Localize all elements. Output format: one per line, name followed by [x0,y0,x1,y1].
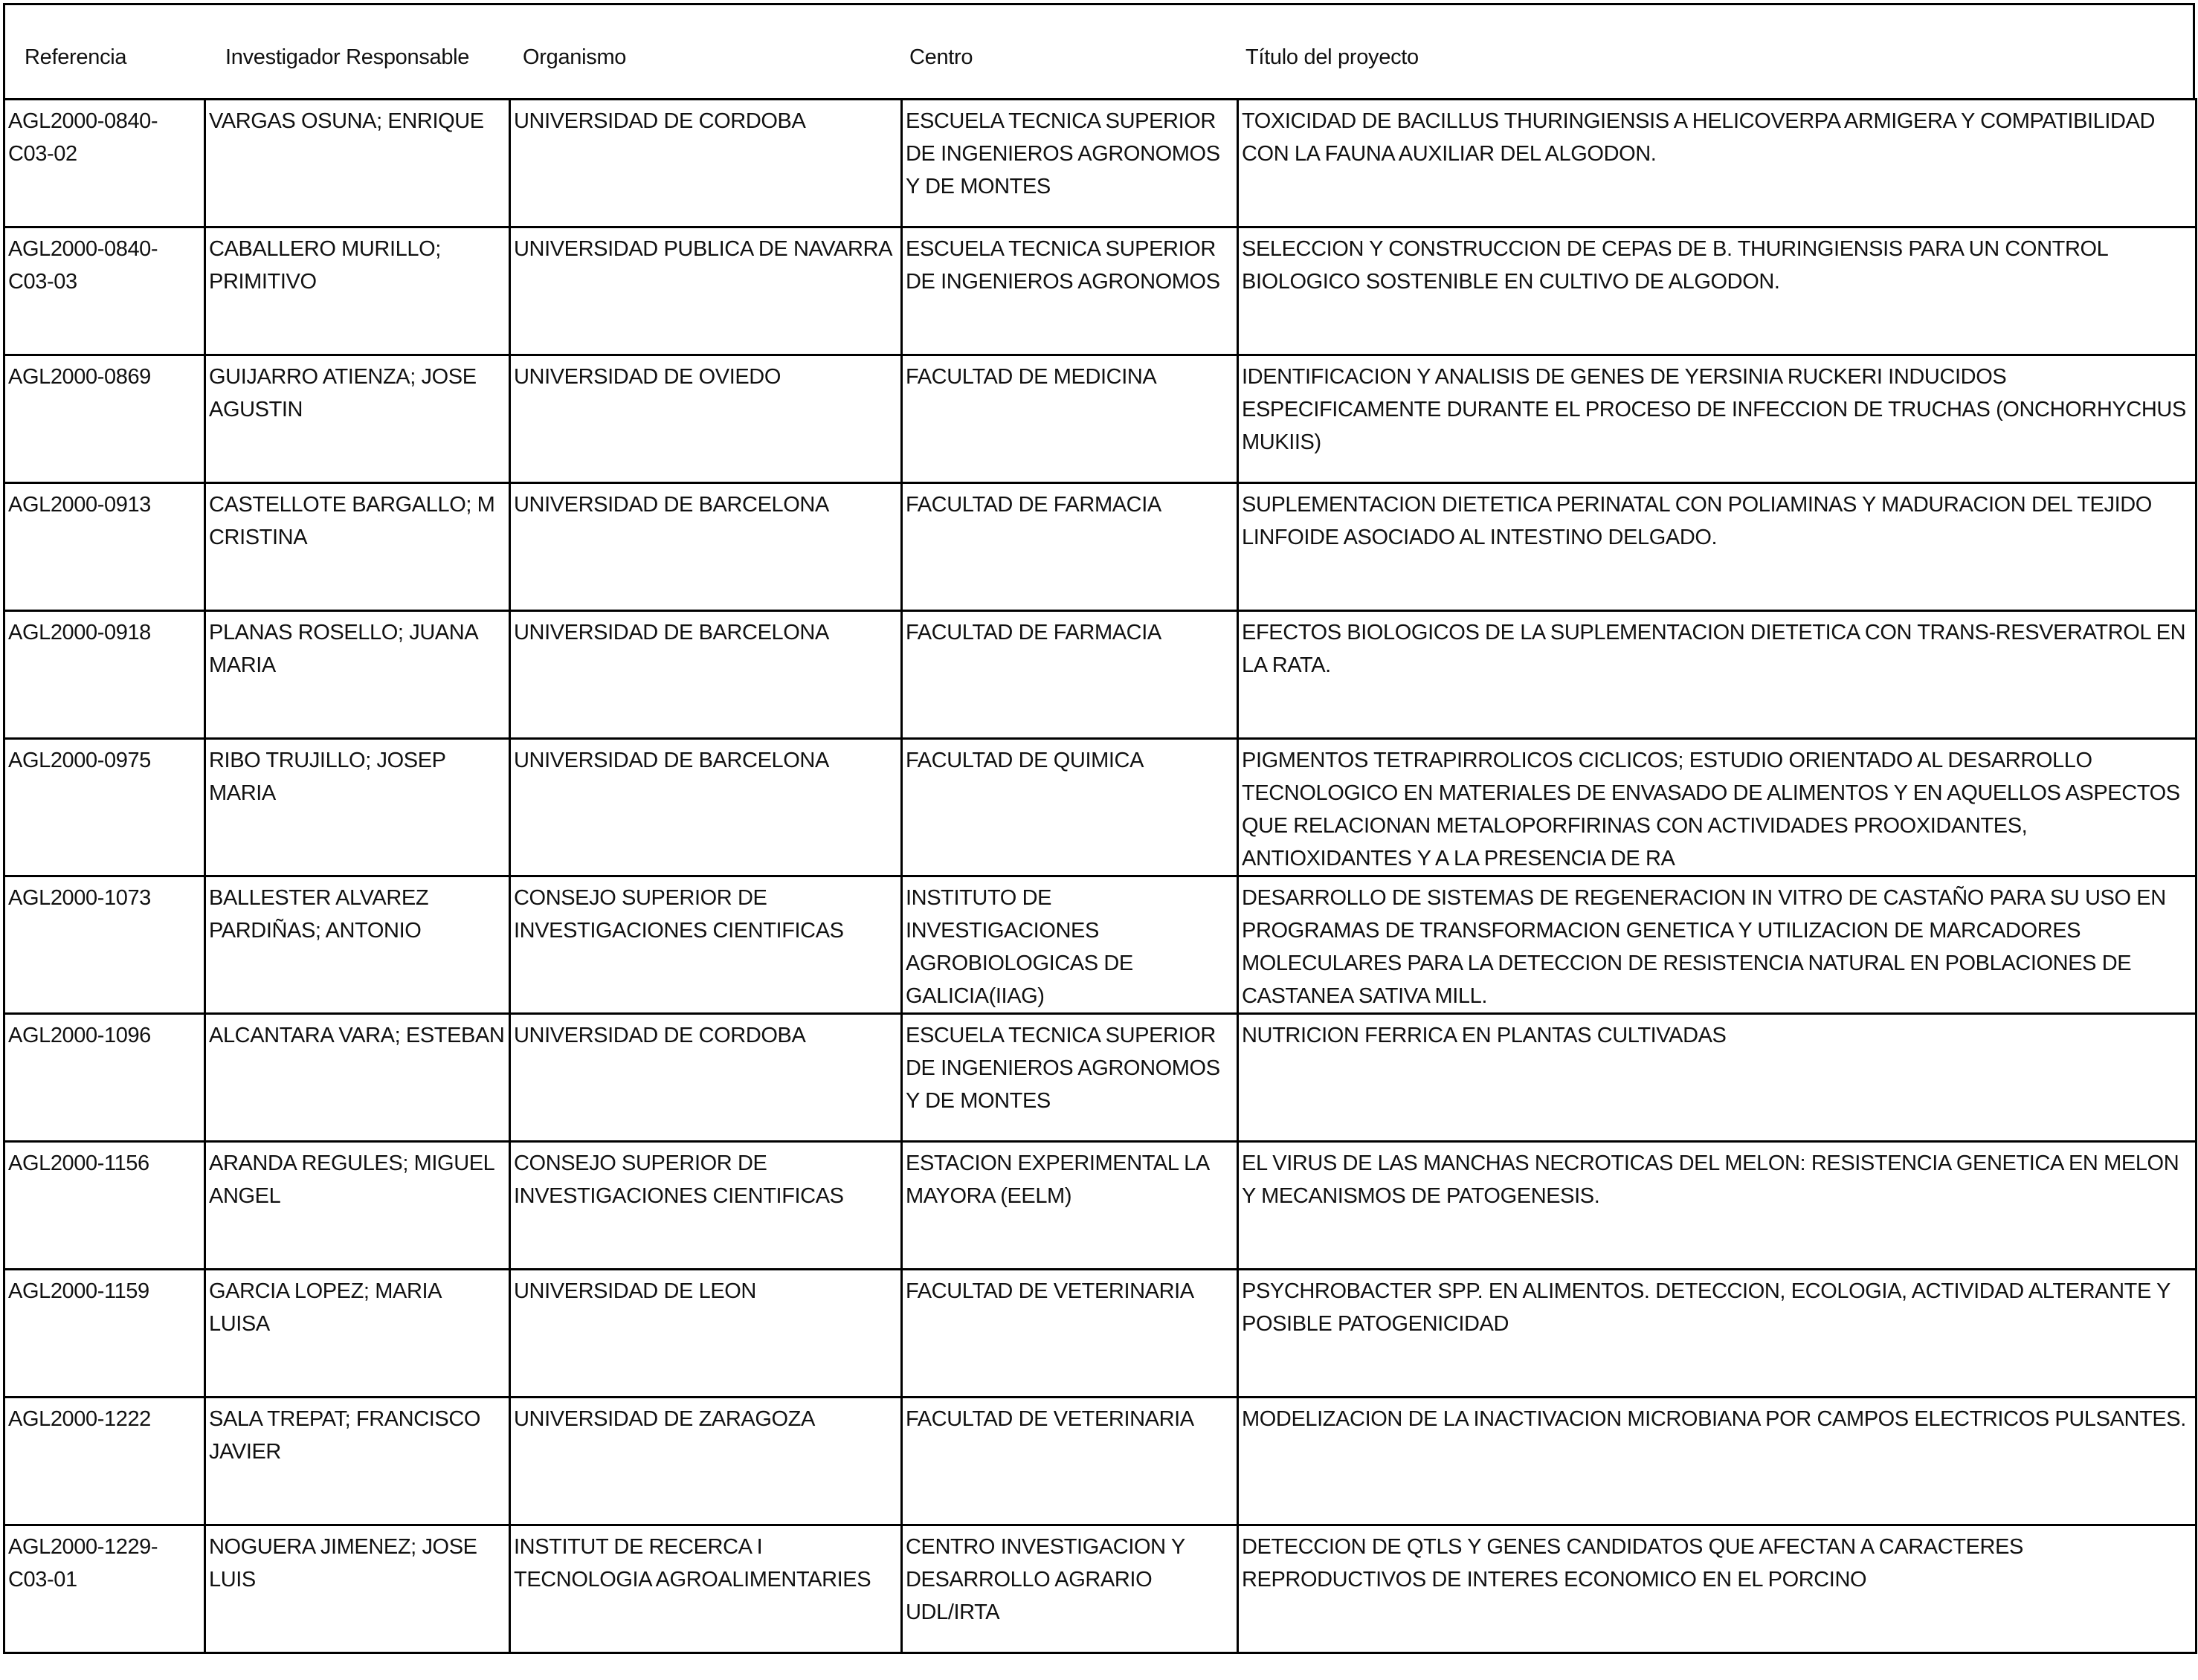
cell-organismo: UNIVERSIDAD DE LEON [510,1270,902,1398]
table-row [4,483,2197,611]
cell-titulo: IDENTIFICACION Y ANALISIS DE GENES DE YERSINIA RUCKERI INDUCIDOS ESPECIFICAMENTE DURANTE EL PROCESO DE INFECCION DE TRUCHAS (ONCHORHYCHUS MUKIIS) [1238,355,2197,483]
cell-organismo: INSTITUT DE RECERCA I TECNOLOGIA AGROALIMENTARIES [510,1525,902,1653]
table-row [4,227,2197,355]
cell-titulo: MODELIZACION DE LA INACTIVACION MICROBIANA POR CAMPOS ELECTRICOS PULSANTES. [1238,1398,2197,1525]
table-row [4,1525,2197,1653]
cell-referencia: AGL2000-0840-C03-03 [4,227,205,355]
cell-referencia: AGL2000-1073 [4,876,205,1014]
cell-referencia: AGL2000-1222 [4,1398,205,1525]
cell-titulo: EFECTOS BIOLOGICOS DE LA SUPLEMENTACION DIETETICA CON TRANS-RESVERATROL EN LA RATA. [1238,611,2197,739]
table-row [4,611,2197,739]
cell-organismo: UNIVERSIDAD DE CORDOBA [510,1014,902,1142]
table-header-row [3,3,2195,98]
cell-organismo: UNIVERSIDAD PUBLICA DE NAVARRA [510,227,902,355]
table-row [4,876,2197,1014]
cell-centro: ESCUELA TECNICA SUPERIOR DE INGENIEROS AGRONOMOS Y DE MONTES [902,1014,1238,1142]
cell-centro: CENTRO INVESTIGACION Y DESARROLLO AGRARIO UDL/IRTA [902,1525,1238,1653]
header-investigador: Investigador Responsable [225,45,470,69]
cell-organismo: CONSEJO SUPERIOR DE INVESTIGACIONES CIENTIFICAS [510,876,902,1014]
header-centro: Centro [909,45,973,69]
cell-investigador: SALA TREPAT; FRANCISCO JAVIER [205,1398,510,1525]
table-row [4,1014,2197,1142]
cell-organismo: CONSEJO SUPERIOR DE INVESTIGACIONES CIENTIFICAS [510,1142,902,1270]
cell-referencia: AGL2000-0913 [4,483,205,611]
cell-organismo: UNIVERSIDAD DE BARCELONA [510,483,902,611]
cell-investigador: PLANAS ROSELLO; JUANA MARIA [205,611,510,739]
cell-centro: FACULTAD DE VETERINARIA [902,1270,1238,1398]
cell-titulo: DESARROLLO DE SISTEMAS DE REGENERACION IN VITRO DE CASTAÑO PARA SU USO EN PROGRAMAS DE TRANSFORMACION GENETICA Y UTILIZACION DE MARCADORES MOLECULARES PARA LA DETECCION DE RESISTENCIA NATURAL EN POBLACIONES DE CASTANEA SATIVA MILL. [1238,876,2197,1014]
table-row [4,1142,2197,1270]
cell-titulo: TOXICIDAD DE BACILLUS THURINGIENSIS A HELICOVERPA ARMIGERA Y COMPATIBILIDAD CON LA FAUNA AUXILIAR DEL ALGODON. [1238,100,2197,227]
cell-titulo: PSYCHROBACTER SPP. EN ALIMENTOS. DETECCION, ECOLOGIA, ACTIVIDAD ALTERANTE Y POSIBLE PATOGENICIDAD [1238,1270,2197,1398]
table-row [4,100,2197,227]
cell-centro: INSTITUTO DE INVESTIGACIONES AGROBIOLOGICAS DE GALICIA(IIAG) [902,876,1238,1014]
cell-titulo: PIGMENTOS TETRAPIRROLICOS CICLICOS; ESTUDIO ORIENTADO AL DESARROLLO TECNOLOGICO EN MATERIALES DE ENVASADO DE ALIMENTOS Y EN AQUELLOS ASPECTOS QUE RELACIONAN METALOPORFIRINAS CON ACTIVIDADES PROOXIDANTES, ANTIOXIDANTES Y A LA PRESENCIA DE RA [1238,739,2197,876]
cell-centro: ESTACION EXPERIMENTAL LA MAYORA (EELM) [902,1142,1238,1270]
cell-investigador: CASTELLOTE BARGALLO; M CRISTINA [205,483,510,611]
cell-referencia: AGL2000-0918 [4,611,205,739]
cell-investigador: RIBO TRUJILLO; JOSEP MARIA [205,739,510,876]
cell-titulo: EL VIRUS DE LAS MANCHAS NECROTICAS DEL MELON: RESISTENCIA GENETICA EN MELON Y MECANISMOS DE PATOGENESIS. [1238,1142,2197,1270]
cell-investigador: BALLESTER ALVAREZ PARDIÑAS; ANTONIO [205,876,510,1014]
cell-organismo: UNIVERSIDAD DE BARCELONA [510,739,902,876]
cell-titulo: SUPLEMENTACION DIETETICA PERINATAL CON POLIAMINAS Y MADURACION DEL TEJIDO LINFOIDE ASOCIADO AL INTESTINO DELGADO. [1238,483,2197,611]
cell-centro: ESCUELA TECNICA SUPERIOR DE INGENIEROS AGRONOMOS Y DE MONTES [902,100,1238,227]
cell-referencia: AGL2000-1156 [4,1142,205,1270]
cell-referencia: AGL2000-0840-C03-02 [4,100,205,227]
cell-referencia: AGL2000-0869 [4,355,205,483]
cell-investigador: GUIJARRO ATIENZA; JOSE AGUSTIN [205,355,510,483]
cell-titulo: NUTRICION FERRICA EN PLANTAS CULTIVADAS [1238,1014,2197,1142]
cell-investigador: ALCANTARA VARA; ESTEBAN [205,1014,510,1142]
cell-investigador: ARANDA REGULES; MIGUEL ANGEL [205,1142,510,1270]
cell-referencia: AGL2000-1159 [4,1270,205,1398]
table-row [4,1398,2197,1525]
cell-investigador: CABALLERO MURILLO; PRIMITIVO [205,227,510,355]
cell-centro: ESCUELA TECNICA SUPERIOR DE INGENIEROS AGRONOMOS [902,227,1238,355]
table-row [4,739,2197,876]
cell-investigador: GARCIA LOPEZ; MARIA LUISA [205,1270,510,1398]
projects-table [3,98,2197,1654]
project-table-sheet [3,3,2195,1654]
cell-centro: FACULTAD DE FARMACIA [902,483,1238,611]
cell-organismo: UNIVERSIDAD DE ZARAGOZA [510,1398,902,1525]
table-row [4,1270,2197,1398]
header-referencia: Referencia [25,45,127,69]
cell-centro: FACULTAD DE VETERINARIA [902,1398,1238,1525]
cell-referencia: AGL2000-1229-C03-01 [4,1525,205,1653]
cell-centro: FACULTAD DE MEDICINA [902,355,1238,483]
cell-titulo: DETECCION DE QTLS Y GENES CANDIDATOS QUE AFECTAN A CARACTERES REPRODUCTIVOS DE INTERES ECONOMICO EN EL PORCINO [1238,1525,2197,1653]
cell-centro: FACULTAD DE FARMACIA [902,611,1238,739]
cell-organismo: UNIVERSIDAD DE BARCELONA [510,611,902,739]
table-row [4,355,2197,483]
cell-organismo: UNIVERSIDAD DE CORDOBA [510,100,902,227]
cell-referencia: AGL2000-0975 [4,739,205,876]
cell-referencia: AGL2000-1096 [4,1014,205,1142]
cell-titulo: SELECCION Y CONSTRUCCION DE CEPAS DE B. THURINGIENSIS PARA UN CONTROL BIOLOGICO SOSTENIBLE EN CULTIVO DE ALGODON. [1238,227,2197,355]
cell-investigador: VARGAS OSUNA; ENRIQUE [205,100,510,227]
header-organismo: Organismo [523,45,627,69]
cell-organismo: UNIVERSIDAD DE OVIEDO [510,355,902,483]
header-titulo: Título del proyecto [1245,45,1419,69]
cell-investigador: NOGUERA JIMENEZ; JOSE LUIS [205,1525,510,1653]
cell-centro: FACULTAD DE QUIMICA [902,739,1238,876]
